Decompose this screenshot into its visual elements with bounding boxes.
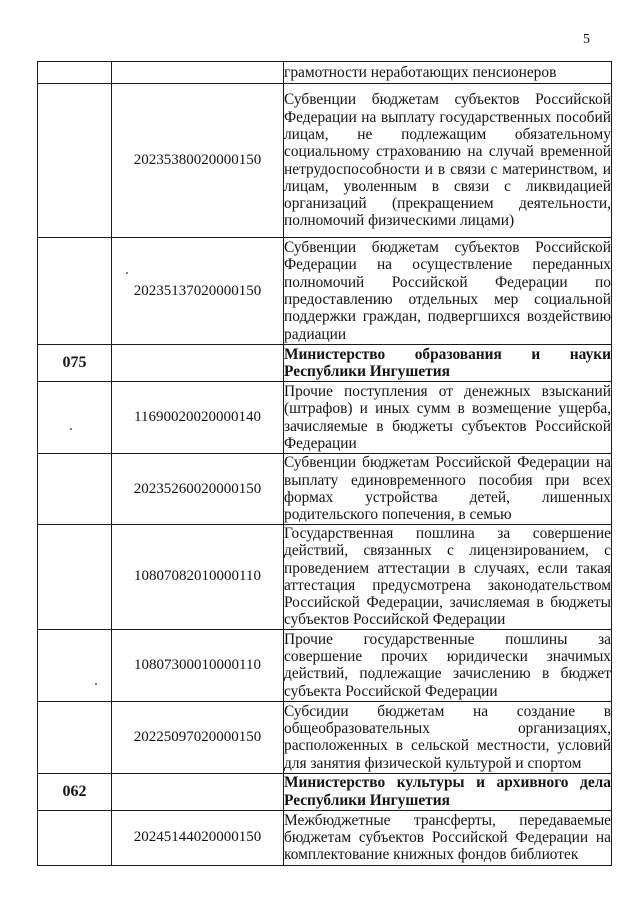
- admin-code-cell: [38, 84, 112, 238]
- budget-code-cell: [112, 62, 284, 84]
- description-cell: грамотности неработающих пенсионеров: [284, 62, 612, 84]
- budget-code-cell: 20235137020000150: [112, 238, 284, 345]
- scan-speck: [95, 683, 97, 685]
- description-cell: Прочие поступления от денежных взысканий (штрафов) и иных сумм в возмещение ущерба, зачисляемые в бюджеты субъектов Российской Федерации: [284, 382, 611, 452]
- description-cell: Государственная пошлина за совершение действий, связанных с лицензированием, с проведением аттестации в случаях, если такая аттестация предусмотрена законодательством Российской Федерации, зачисляемая в бюджеты субъектов Российской Федерации: [284, 525, 611, 629]
- budget-code-cell: [112, 773, 284, 810]
- table-row: [38, 810, 612, 865]
- scan-speck: [70, 428, 72, 430]
- description-cell: Субвенции бюджетам субъектов Российской Федерации на выплату государственных пособий лицам, не подлежащим обязательному социальному страхованию на случай временной нетрудоспособности и в связи с материнством, и лицам, уволенным в связи с ликвидацией организаций (прекращением деятельности, полномочий физическими лицами): [284, 84, 612, 238]
- budget-code-cell: [112, 345, 284, 382]
- ministry-name-cell: Министерство образования и науки Республики Ингушетия: [284, 345, 611, 380]
- description-cell: Межбюджетные трансферты, передаваемые бюджетам субъектов Российской Федерации на комплектование книжных фондов библиотек: [284, 811, 611, 864]
- admin-code-cell: 062: [38, 773, 112, 810]
- budget-code-cell: 11690020020000140: [112, 382, 284, 454]
- budget-code-cell: 20235260020000150: [112, 454, 284, 525]
- description-cell: Субсидии бюджетам на создание в общеобразовательных организациях, расположенных в сельской местности, условий для занятия физической культурой и спортом: [284, 702, 611, 772]
- admin-code-cell: 075: [38, 345, 112, 382]
- description-cell: Субвенции бюджетам субъектов Российской Федерации на осуществление переданных полномочий Российской Федерации по предоставлению отдельных мер социальной поддержки граждан, подвергшихся воздействию радиации: [284, 239, 611, 343]
- description-cell: Субвенции бюджетам Российской Федерации на выплату единовременного пособия при всех формах устройства детей, лишенных родительского попечения, в семью: [284, 454, 611, 524]
- page-number: 5: [583, 32, 590, 47]
- table-row: [38, 629, 612, 701]
- admin-code-cell: [38, 525, 112, 630]
- table-row: [38, 525, 612, 630]
- description-cell: Прочие государственные пошлины за совершение прочих юридически значимых действий, подлежащие зачислению в бюджет субъекта Российской Федерации: [284, 630, 611, 700]
- admin-code-cell: [38, 629, 112, 701]
- admin-code-cell: [38, 701, 112, 773]
- table-row: [38, 62, 612, 84]
- table-row: [38, 382, 612, 454]
- admin-code-cell: [38, 62, 112, 84]
- admin-code-cell: [38, 454, 112, 525]
- budget-code-cell: 20235380020000150: [112, 84, 284, 238]
- scan-speck: [126, 272, 128, 274]
- admin-code-cell: [38, 382, 112, 454]
- admin-code-cell: [38, 810, 112, 865]
- budget-code-cell: 10807300010000110: [112, 629, 284, 701]
- table-row: [38, 701, 612, 773]
- budget-code-cell: 10807082010000110: [112, 525, 284, 630]
- table-row: [38, 238, 612, 345]
- ministry-name-cell: Министерство культуры и архивного дела Республики Ингушетия: [284, 774, 611, 809]
- ministry-row: [38, 773, 612, 810]
- budget-code-cell: 20245144020000150: [112, 810, 284, 865]
- admin-code-cell: [38, 238, 112, 345]
- table-row: [38, 84, 612, 238]
- table-row: [38, 454, 612, 525]
- budget-revenue-table: [37, 61, 612, 866]
- ministry-row: [38, 345, 612, 382]
- budget-code-cell: 20225097020000150: [112, 701, 284, 773]
